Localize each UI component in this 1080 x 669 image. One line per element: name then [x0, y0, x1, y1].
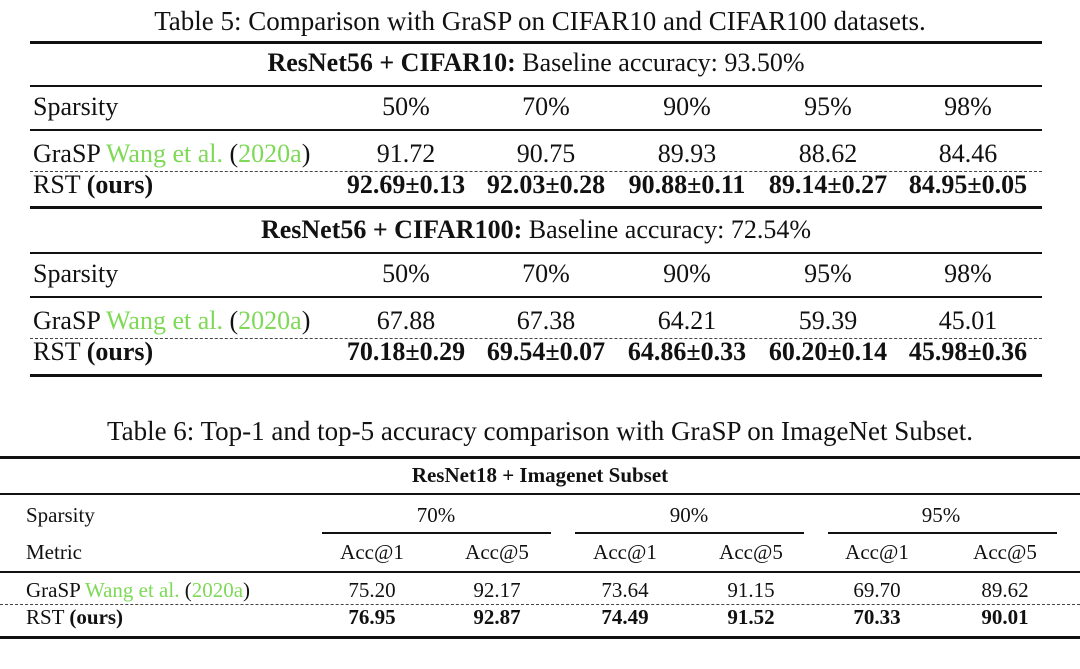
grasp-value-cell: 91.72 — [376, 139, 436, 168]
table6-header-rule — [0, 571, 1080, 573]
rst-value-cell: 76.95 — [348, 605, 396, 629]
table5-block2-header-rule — [30, 296, 1042, 298]
metric-header-cell: Acc@1 — [593, 540, 657, 564]
table5-block2-title-rule — [30, 252, 1042, 254]
grasp-value-cell: 92.17 — [473, 578, 521, 602]
table5-block1-rst-label — [33, 170, 153, 200]
table5-block1-title-bold: ResNet56 + CIFAR10: — [267, 48, 516, 77]
rst-value-cell: 70.18±0.29 — [346, 337, 466, 366]
table5-bottom-rule — [30, 374, 1042, 377]
sparsity-header-cell: 70% — [522, 259, 570, 288]
rst-value-cell: 74.49 — [601, 605, 649, 629]
rst-value-cell: 91.52 — [727, 605, 775, 629]
metric-header-cell: Acc@1 — [340, 540, 404, 564]
grasp-value-cell: 89.93 — [657, 139, 717, 168]
table5-block2-title — [30, 215, 1042, 245]
table6-bottom-rule — [0, 636, 1080, 639]
rst-name: RST — [26, 605, 65, 629]
grasp-name: GraSP — [26, 578, 81, 602]
rst-value-cell: 92.69±0.13 — [346, 170, 466, 199]
sparsity-header-cell: 70% — [416, 503, 456, 527]
table5-block2-rst-label — [33, 337, 153, 367]
grasp-value-cell: 84.46 — [938, 139, 998, 168]
sparsity-header-cell: 50% — [382, 92, 430, 121]
rst-value-cell: 92.87 — [473, 605, 521, 629]
rst-value-cell: 64.86±0.33 — [627, 337, 747, 366]
citation-close: ) — [301, 306, 311, 335]
sparsity-header-cell: 95% — [804, 92, 852, 121]
rst-value-cell: 84.95±0.05 — [908, 170, 1028, 199]
table5-top-rule — [30, 41, 1042, 44]
table6-caption: Table 6: Top-1 and top-5 accuracy comparison with GraSP on ImageNet Subset. — [106, 416, 973, 446]
citation-open: ( — [223, 306, 239, 335]
grasp-name: GraSP — [33, 306, 100, 335]
rst-value-cell: 69.54±0.07 — [486, 337, 606, 366]
citation-open: ( — [223, 139, 239, 168]
metric-header-cell: Acc@5 — [719, 540, 783, 564]
sparsity-header-cell: 98% — [944, 92, 992, 121]
citation-author-link[interactable]: Wang et al. — [105, 306, 223, 335]
citation-year-link[interactable]: 2020a — [238, 306, 302, 335]
table6-top-rule — [0, 456, 1080, 459]
rst-value-cell: 90.88±0.11 — [628, 170, 746, 199]
citation-year-link[interactable]: 2020a — [191, 578, 244, 602]
grasp-value-cell: 88.62 — [798, 139, 858, 168]
sparsity-header-cell: 95% — [804, 259, 852, 288]
rst-value-cell: 90.01 — [981, 605, 1029, 629]
grasp-value-cell: 67.38 — [516, 306, 576, 335]
sparsity-header-cell: 90% — [669, 503, 709, 527]
table6-group-rule-1 — [322, 532, 551, 534]
table5-block1-header-rule — [30, 129, 1042, 131]
table5-block1-sparsity-label: Sparsity — [33, 92, 119, 121]
table5-block1-title — [30, 48, 1042, 78]
grasp-value-cell: 75.20 — [348, 578, 396, 602]
sparsity-header-cell: 70% — [522, 92, 570, 121]
rst-ours: (ours) — [86, 170, 154, 199]
table6-group-rule-3 — [828, 532, 1057, 534]
citation-close: ) — [301, 139, 311, 168]
table5-block1-bottom-rule — [30, 206, 1042, 209]
table5-block2-grasp-label — [33, 306, 310, 336]
rst-value-cell: 92.03±0.28 — [486, 170, 606, 199]
citation-author-link[interactable]: Wang et al. — [84, 578, 180, 602]
metric-header-cell: Acc@5 — [465, 540, 529, 564]
table6-title-rule — [0, 493, 1080, 495]
grasp-value-cell: 89.62 — [981, 578, 1029, 602]
rst-value-cell: 70.33 — [853, 605, 901, 629]
metric-header-cell: Acc@1 — [845, 540, 909, 564]
table6-rst-label — [26, 605, 123, 630]
grasp-value-cell: 59.39 — [798, 306, 858, 335]
table5-block2-title-bold: ResNet56 + CIFAR100: — [260, 215, 523, 244]
sparsity-header-cell: 95% — [921, 503, 961, 527]
sparsity-header-cell: 90% — [663, 259, 711, 288]
rst-ours: (ours) — [69, 605, 124, 629]
table5-block2-sparsity-label: Sparsity — [33, 259, 119, 288]
citation-close: ) — [243, 578, 251, 602]
citation-open: ( — [179, 578, 192, 602]
rst-value-cell: 45.98±0.36 — [908, 337, 1028, 366]
rst-ours: (ours) — [86, 337, 154, 366]
table5-block2-title-rest: Baseline accuracy: 72.54% — [522, 215, 812, 244]
rst-value-cell: 60.20±0.14 — [768, 337, 888, 366]
grasp-value-cell: 73.64 — [601, 578, 649, 602]
sparsity-header-cell: 98% — [944, 259, 992, 288]
grasp-value-cell: 91.15 — [727, 578, 775, 602]
rst-name: RST — [33, 337, 81, 366]
rst-value-cell: 89.14±0.27 — [768, 170, 888, 199]
table6-metric-label: Metric — [26, 540, 82, 564]
table6-sparsity-label: Sparsity — [26, 503, 95, 527]
table5-caption: Table 5: Comparison with GraSP on CIFAR10 and CIFAR100 datasets. — [154, 6, 926, 36]
grasp-value-cell: 69.70 — [853, 578, 901, 602]
table5-block1-title-rest: Baseline accuracy: 93.50% — [515, 48, 805, 77]
table5-block1-grasp-label — [33, 139, 310, 169]
table6-title: ResNet18 + Imagenet Subset — [411, 463, 669, 487]
citation-author-link[interactable]: Wang et al. — [105, 139, 223, 168]
sparsity-header-cell: 50% — [382, 259, 430, 288]
metric-header-cell: Acc@5 — [973, 540, 1037, 564]
grasp-value-cell: 64.21 — [657, 306, 717, 335]
table6-group-rule-2 — [575, 532, 804, 534]
sparsity-header-cell: 90% — [663, 92, 711, 121]
rst-name: RST — [33, 170, 81, 199]
grasp-value-cell: 45.01 — [938, 306, 998, 335]
table5-block1-title-rule — [30, 85, 1042, 87]
citation-year-link[interactable]: 2020a — [238, 139, 302, 168]
table6-grasp-label — [26, 578, 250, 603]
grasp-value-cell: 90.75 — [516, 139, 576, 168]
grasp-value-cell: 67.88 — [376, 306, 436, 335]
grasp-name: GraSP — [33, 139, 100, 168]
